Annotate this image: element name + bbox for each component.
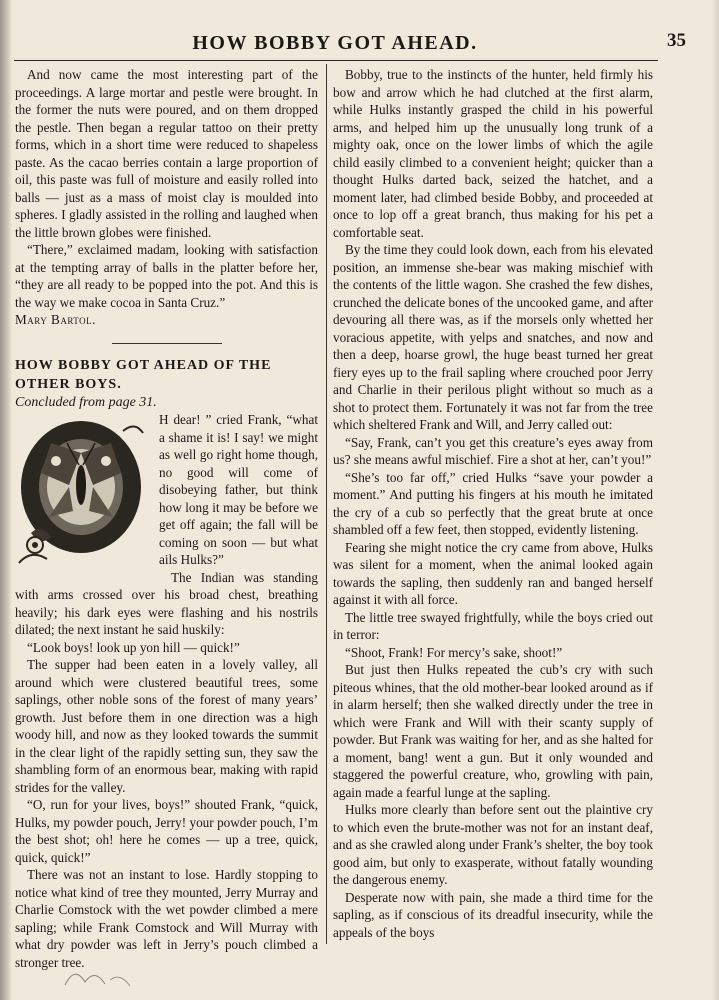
story-title-line1: HOW BOBBY GOT AHEAD OF THE xyxy=(15,357,272,373)
story-title-line2: OTHER BOYS. xyxy=(15,376,122,392)
paragraph: Desperate now with pain, she made a third time for the sapling, as if conscious of its dreadful insecurity, while the appeals of the boys xyxy=(333,889,653,940)
page-stain-marks xyxy=(60,960,150,990)
left-column xyxy=(15,66,318,971)
column-divider xyxy=(326,64,327,944)
header-rule xyxy=(14,60,658,61)
running-title: HOW BOBBY GOT AHEAD. xyxy=(192,32,478,54)
paragraph: But just then Hulks repeated the cub’s cry with such piteous whines, that the old mother-bear looked around as if in alarm herself; then she walked directly under the tree in which were Frank and Will with their scanty supply of powder. But Frank was waiting for her, and as she halted for a moment, bang! went a gun. But it only wounded and staggered the powerful creature, who, growling with pain, again made a fearful lunge at the sapling. xyxy=(333,662,653,800)
paragraph: “Say, Frank, can’t you get this creature’s eyes away from us? she means awful mischief. Fire a shot at her, can’t you!” xyxy=(333,434,653,467)
paragraph: “She’s too far off,” cried Hulks “save your powder a moment.” And putting his fingers at his mouth he imitated the cry of a cub so perfectly that the great brute at once shambled off a few feet, then stopped, evidently listening. xyxy=(333,469,653,537)
paragraph: “O, run for your lives, boys!” shouted Frank, “quick, Hulks, my powder pouch, Jerry! your powder pouch, I’m the best shot; oh! here he comes — up a tree, quick, quick, quick!” xyxy=(15,797,318,865)
paragraph: There was not an instant to lose. Hardly stopping to notice what kind of tree they mounted, Jerry Murray and Charlie Comstock with the wet powder climbed a mere sapling; while Frank Comstock and Will Murray with what dry powder was left in Jerry’s pouch climbed a stronger tree. xyxy=(15,867,318,970)
section-divider xyxy=(112,343,222,344)
paragraph: The little tree swayed frightfully, while the boys cried out in terror: xyxy=(333,609,653,642)
paragraph: The supper had been eaten in a lovely valley, all around which were clustered beautiful trees, some saplings, other noble sons of the forest of many years’ growth. Just before them in one direction was a high woody hill, and now as they looked towards the summit in the clear light of the rapidly setting sun, they saw the shambling form of an enormous bear, making with rapid strides for the valley. xyxy=(15,657,318,795)
story-opening xyxy=(15,411,318,569)
continuation-note: Concluded from page 31. xyxy=(15,394,157,410)
illustrated-drop-cap xyxy=(11,413,151,569)
moth-flower-ornament-icon xyxy=(11,413,151,569)
paragraph: “There,” exclaimed madam, looking with satisfaction at the tempting array of balls in the platter before her, “they are all ready to be popped into the pot. And this is the way we make cocoa in Santa Cruz.” xyxy=(15,242,318,310)
page-edge xyxy=(711,0,719,1000)
paragraph: “Shoot, Frank! For mercy’s sake, shoot!” xyxy=(345,644,563,660)
right-column xyxy=(333,66,653,941)
paragraph: “Look boys! look up yon hill — quick!” xyxy=(27,639,240,655)
paragraph: And now came the most interesting part of the proceedings. A large mortar and pestle were brought. In the former the nuts were poured, and on them dropped the pestle. Then began a regular tattoo on their pretty forms, which in a short time were reduced to shapeless paste. As the cacao berries contain a large proportion of oil, this paste was full of moisture and easily rolled into balls — just as a mass of moist clay is moulded into spheres. I gladly assisted in the rolling and laughed when the little brown globes were finished. xyxy=(15,67,318,240)
paragraph: The Indian was standing with arms crossed over his broad chest, breathing heavily; his dark eyes were flashing and his nostrils dilated; the next instant he said huskily: xyxy=(15,569,318,637)
author-signature: Mary Bartol. xyxy=(15,312,96,327)
opening-paragraph: H dear! ” cried Frank, “what a shame it is! I say! we might as well go right home though, no good will come of disobeying father, but think how long it may be before we get off again; the fall will be coming on soon — but what ails Hulks?” xyxy=(159,412,318,567)
paragraph: Hulks more clearly than before sent out the plaintive cry to which even the brute-mother was not for an instant deaf, and as she crawled along under Frank’s shelter, the boy took good aim, but only to exasperate, without fatally wounding the dangerous enemy. xyxy=(333,802,653,887)
page-number: 35 xyxy=(667,30,686,51)
paragraph: By the time they could look down, each from his elevated position, an immense she-bear was making mischief with the contents of the little wagon. She crashed the few dishes, crunched the delicate bones of the uncooked game, and after devouring all there was, as if the morsels only whetted her voracious appetite, with yelps and snatches, and now and then a deep, hoarse growl, the huge beast turned her great fiery eyes up to the frail sapling where crouched poor Jerry and Charlie in their perilous plight without so much as a shot to protect them. Fortunately it was not far from the tree which sheltered Frank and Will, and Jerry called out: xyxy=(333,242,653,432)
running-header xyxy=(14,28,686,60)
paragraph: Fearing she might notice the cry came from above, Hulks was silent for a moment, when the animal looked again towards the sapling, then suddenly ran and banged herself against it with all force. xyxy=(333,539,653,607)
paragraph: Bobby, true to the instincts of the hunter, held firmly his bow and arrow which he had clutched at the first alarm, while Hulks instantly grasped the child in his powerful arms, and helped him up the unusually long trunk of a mighty oak, once on the lower limbs of which the agile child easily climbed to a convenient height; quicker than a thought Hulks darted back, seized the hatchet, and a moment later, had climbed beside Bobby, and proceeded at once to lop off a great branch, thus making for his pet a comfortable seat. xyxy=(333,67,653,240)
